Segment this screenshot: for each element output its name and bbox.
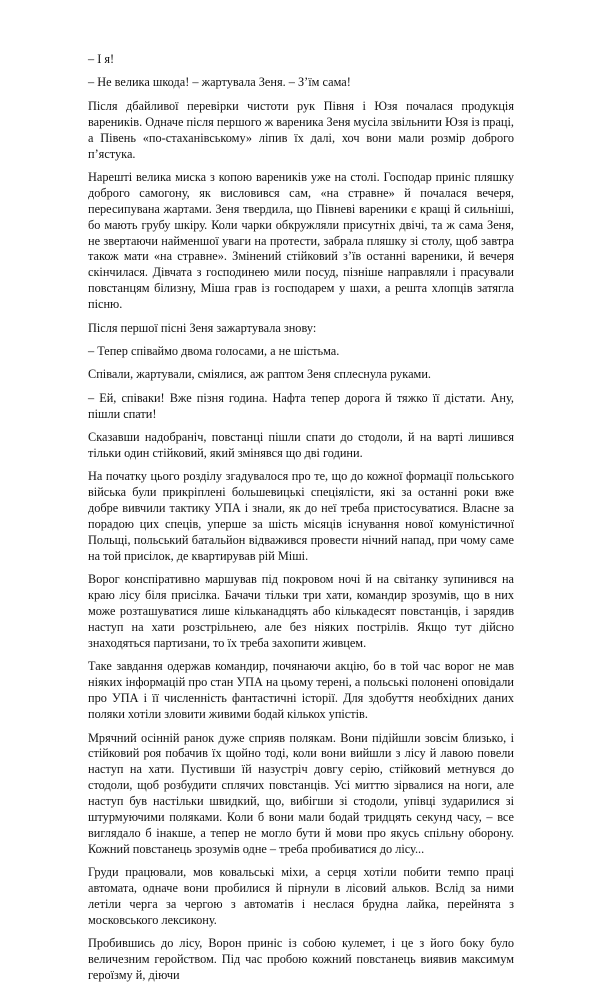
paragraph: Співали, жартували, сміялися, аж раптом Зеня сплеснула руками. bbox=[88, 367, 431, 382]
paragraph: – І я! bbox=[88, 52, 115, 66]
paragraph: Мрячний осінній ранок дуже сприяв полякам. Вони підійшли зовсім близько, і стійковий роя побачив їх щойно тоді, коли вони вийшли з лісу й лавою повели наступ на хати. Пустивши їй назустріч довгу серію, стійковий метнувся до стодоли, щоб розбудити сплячих повстанців. Усі миттю зірвалися на ноги, але наступ був настільки швидкий, що, вибігши зі стодоли, упівці зударилися зі штурмуючими поляками. Коли б вони мали бодай тридцять секунд часу, – все виглядало б інакше, а тепер не могло бути й мови про якусь спільну оборону. Кожний повстанець зрозумів одне – треба пробиватися до лісу... bbox=[88, 730, 514, 856]
paragraph: На початку цього розділу згадувалося про те, що до кожної формації польського війська були прикріплені большевицькі спеціялісти, які за останні роки вже добре вивчили тактику УПА і знали, як до неї треба пристосуватися. Власне за порадою цих спеців, уперше за шість місяців існування нової комуністичної Польщі, польський батальйон відважився провести нічний напад, при чому саме на той присілок, де квартирував рій Міші. bbox=[88, 469, 514, 563]
paragraph: – Тепер співаймо двома голосами, а не шістьма. bbox=[88, 344, 340, 358]
paragraph: Ворог конспіративно маршував під покровом ночі й на світанку зупинився на краю лісу біля присілка. Бачачи тільки три хати, командир зрозумів, що в них може розташуватися лише кільканадцять або кількадесят повстанців, і зарядив наступ на хати розстрільнею, але без ніяких пострілів. Якщо тут дійсно знаходяться партизани, то їх треба захопити живцем. bbox=[88, 572, 514, 650]
paragraph: Після дбайливої перевірки чистоти рук Півня і Юзя почалася продукція вареників. Одначе після першого ж вареника Зеня мусіла звільнити Юзя із праці, а Півень «по-стаханівському» ліпив їх далі, хоч вони мали розмір доброго п’ястука. bbox=[88, 98, 514, 161]
paragraph: Сказавши надобраніч, повстанці пішли спати до стодоли, й на варті лишився тільки один стійковий, який змінявся що дві години. bbox=[88, 430, 514, 461]
paragraph: Після першої пісні Зеня зажартувала знову: bbox=[88, 320, 317, 335]
paragraph: – Не велика шкода! – жартувала Зеня. – З’їм сама! bbox=[88, 75, 351, 90]
paragraph: Груди працювали, мов ковальські міхи, а серця хотіли побити темпо праці автомата, одначе вони пробилися й пірнули в лісовий альков. Вслід за ними летіли черга за чергою з автоматів і неслася брудна лайка, перейнята з московського лексикону. bbox=[88, 865, 514, 927]
document-page bbox=[88, 52, 514, 984]
paragraph: Пробившись до лісу, Ворон приніс із собою кулемет, і це з його боку було величезним геройством. Під час пробою кожний повстанець виявив максимум героїзму й, діючи bbox=[88, 936, 514, 983]
paragraph: – Ей, співаки! Вже пізня година. Нафта тепер дорога й тяжко її дістати. Ану, пішли спати! bbox=[88, 390, 514, 421]
paragraph: Нарешті велика миска з копою вареників уже на столі. Господар приніс пляшку доброго самогону, як висловився сам, «на стравне» й почалася вечеря, пересипувана жартами. Зеня твердила, що Півневі вареники є кращі й сильніші, бо мають грубу шкіру. Коли чарки обкружляли присутніх двічі, та ж сама Зеня, не звертаючи найменшої уваги на протести, забрала пляшку зі столу, щоб завтра також мати «на стравне». Змінений стійковий з’їв останні вареники, й вечеря скінчилася. Дівчата з господинею мили посуд, пізніше направляли і прасували повстанцям білизну, Міша грав із господарем у шахи, а решта хлопців затягла пісню. bbox=[88, 169, 514, 312]
paragraph: Таке завдання одержав командир, почянаючи акцію, бо в той час ворог не мав ніяких інформацій про стан УПА на цьому терені, а польські полонені оповідали про УПА і її численність фантастичні історії. Для здобуття необхідних даних поляки хотіли зловити живими бодай кількох упістів. bbox=[88, 659, 514, 722]
